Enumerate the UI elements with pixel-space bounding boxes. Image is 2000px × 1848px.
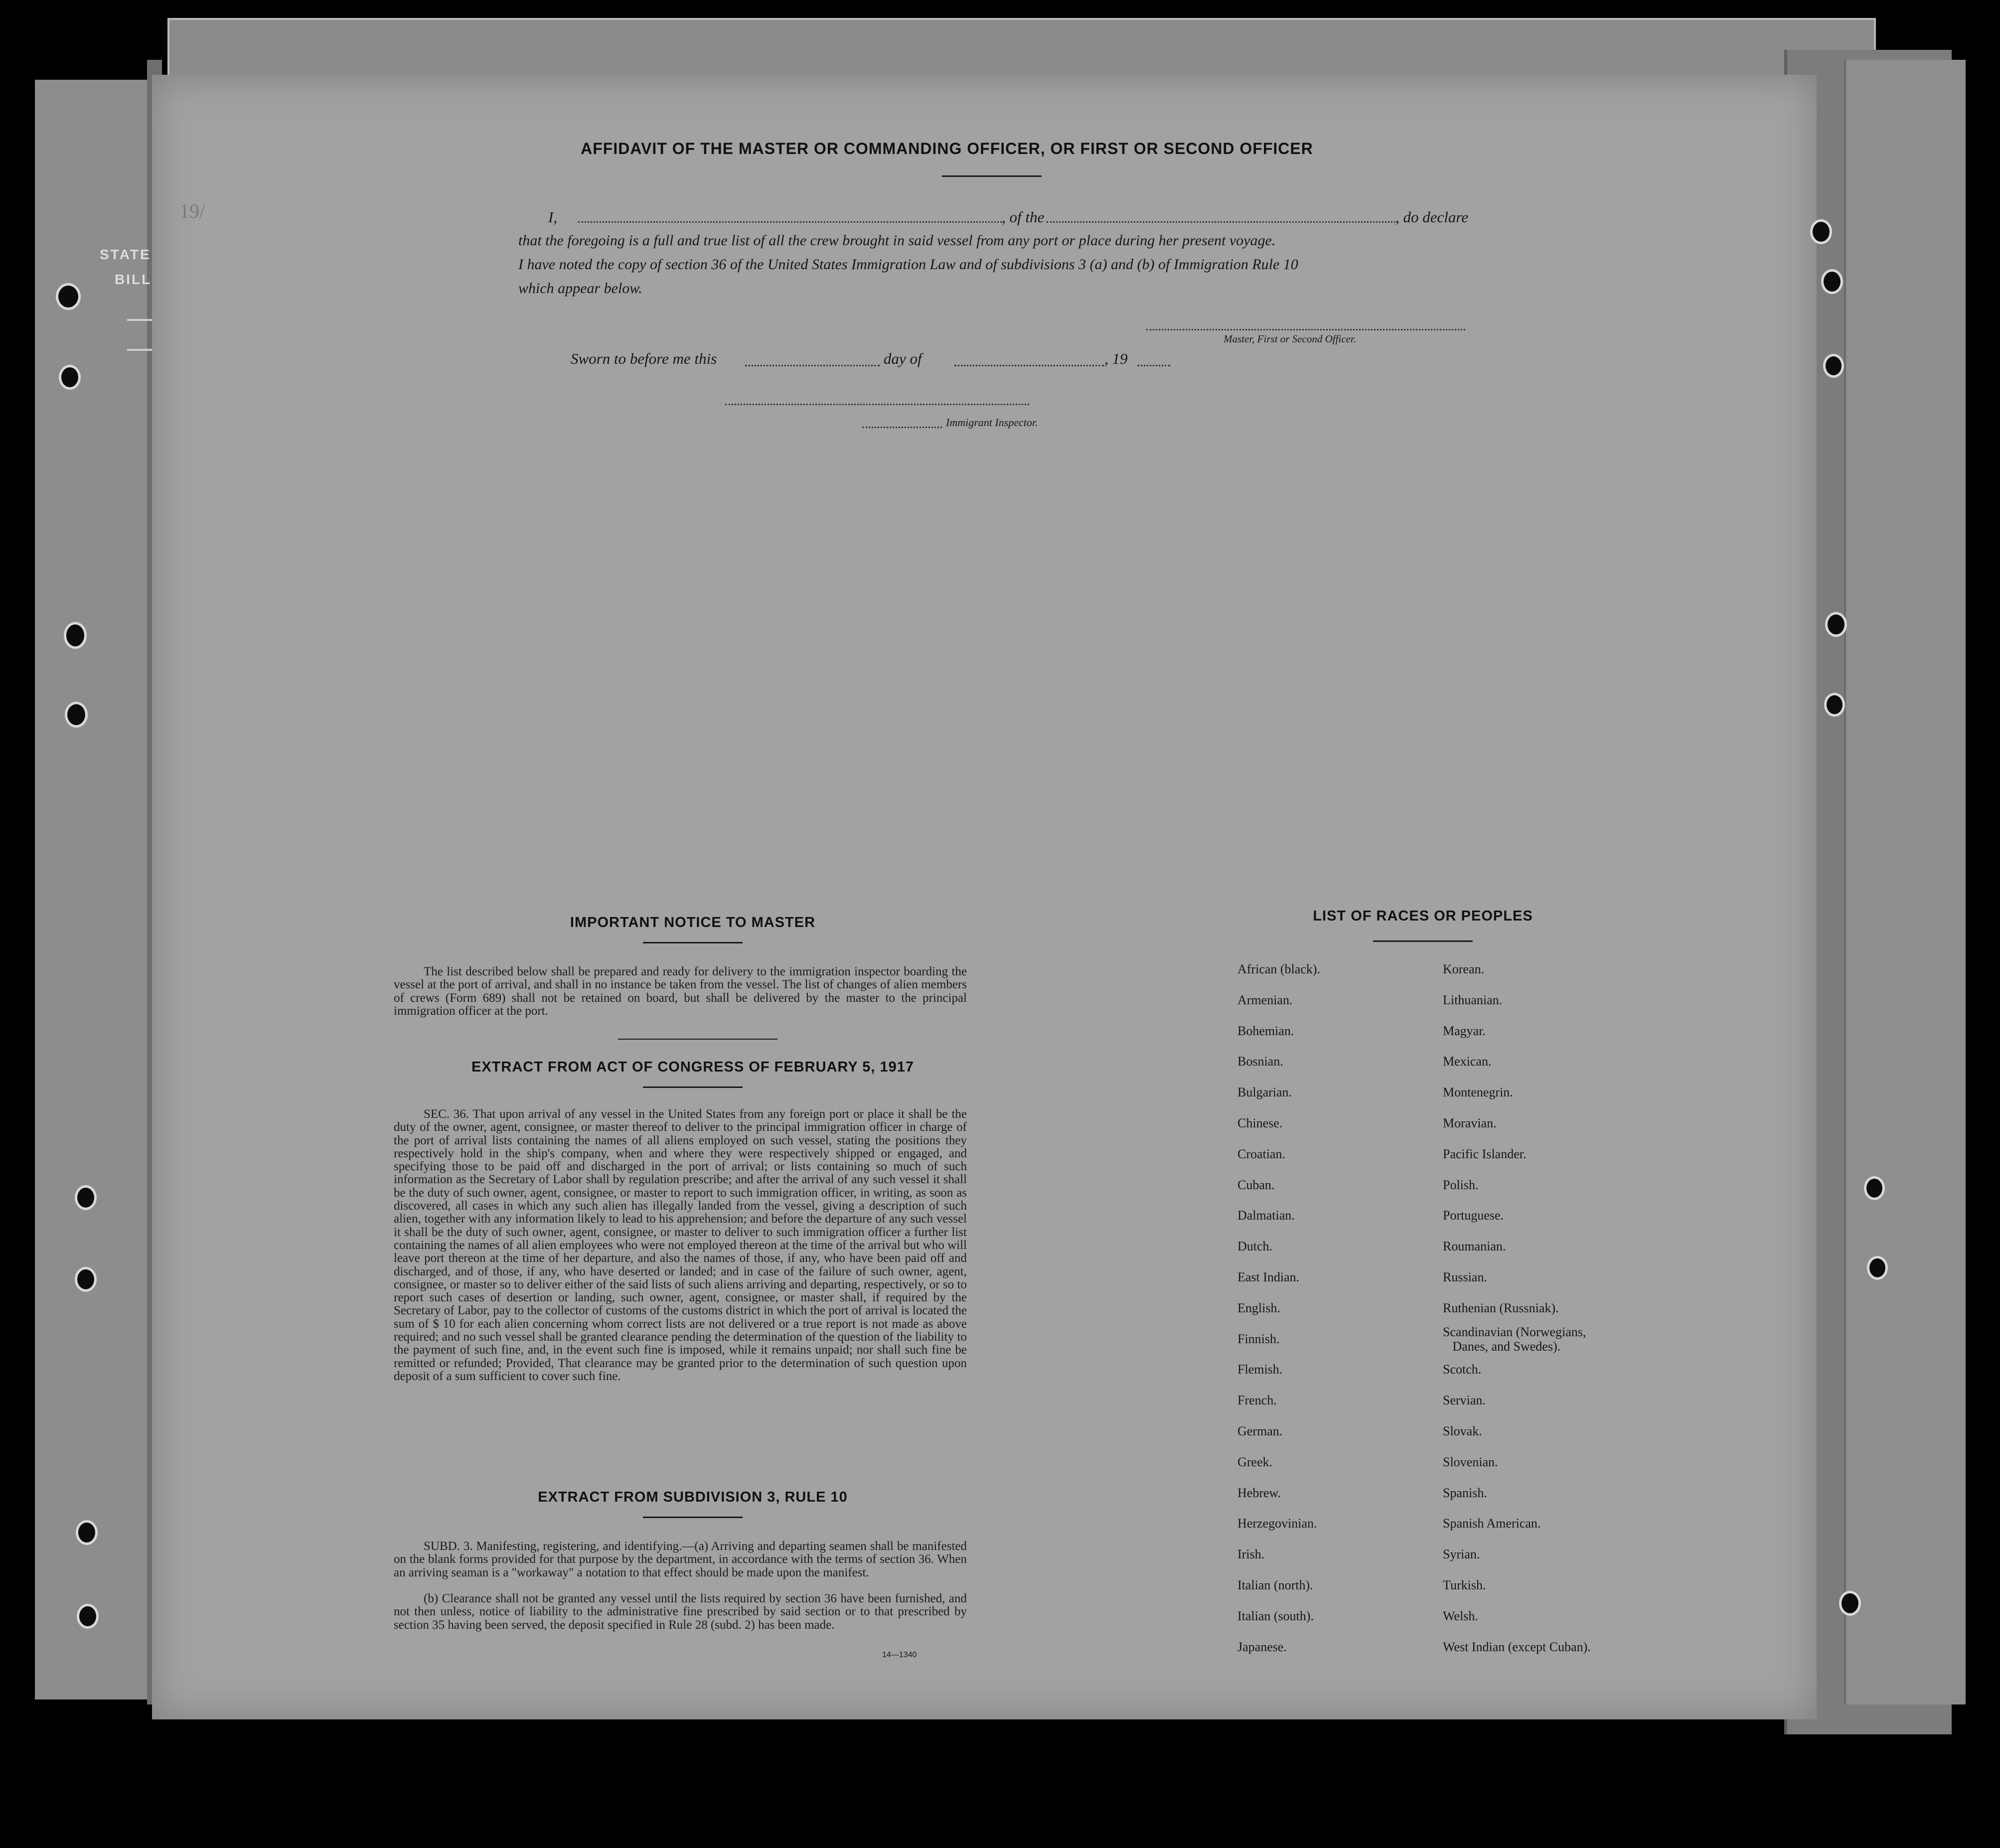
- binder-hole: [1839, 1591, 1861, 1616]
- race-item: Russian.: [1443, 1269, 1487, 1284]
- name-field[interactable]: [578, 221, 1002, 223]
- binder-hole: [1821, 269, 1843, 294]
- race-item: Slovak.: [1443, 1423, 1482, 1438]
- sworn-text: Sworn to before me this: [571, 350, 717, 367]
- affidavit-of-the: , of the: [1002, 208, 1045, 226]
- race-item: Servian.: [1443, 1393, 1486, 1408]
- vessel-field[interactable]: [1047, 221, 1395, 223]
- race-item: Polish.: [1443, 1177, 1479, 1192]
- race-item: Croatian.: [1237, 1146, 1286, 1161]
- affidavit-line: I have noted the copy of section 36 of the United States Immigration Law and of subdivisions 3 (a) and (b) of Immigration Rule 10: [518, 256, 1298, 273]
- race-item: Slovenian.: [1443, 1454, 1498, 1469]
- affidavit-title: AFFIDAVIT OF THE MASTER OR COMMANDING OFFICER, OR FIRST OR SECOND OFFICER: [581, 140, 1313, 157]
- race-item: Cuban.: [1237, 1177, 1275, 1192]
- race-item: Flemish.: [1237, 1362, 1283, 1377]
- race-item: Italian (north).: [1237, 1577, 1313, 1592]
- race-item: Spanish American.: [1443, 1516, 1541, 1531]
- binder-hole: [65, 702, 88, 728]
- race-item: Pacific Islander.: [1443, 1146, 1527, 1161]
- rule-title: EXTRACT FROM SUBDIVISION 3, RULE 10: [538, 1489, 848, 1505]
- races-rule: [1373, 940, 1473, 942]
- binder-hole: [59, 365, 81, 390]
- race-item: Korean.: [1443, 962, 1485, 976]
- inspector-label: Immigrant Inspector.: [946, 416, 1038, 429]
- race-item: English.: [1237, 1300, 1280, 1315]
- binder-hole: [1825, 612, 1847, 637]
- race-item: Turkish.: [1443, 1577, 1486, 1592]
- binder-hole: [1864, 1176, 1885, 1200]
- races-title: LIST OF RACES OR PEOPLES: [1313, 908, 1533, 924]
- affidavit-line: which appear below.: [518, 280, 642, 297]
- inspector-line-2: [862, 427, 942, 428]
- day-field[interactable]: [745, 365, 880, 366]
- race-item: Magyar.: [1443, 1023, 1486, 1038]
- binder-hole: [1824, 693, 1845, 717]
- year-text: , 19: [1104, 350, 1128, 367]
- binder-hole: [76, 1520, 98, 1545]
- act-title: EXTRACT FROM ACT OF CONGRESS OF FEBRUARY 5, 1917: [471, 1059, 915, 1075]
- race-item: Bosnian.: [1237, 1054, 1283, 1069]
- race-item: Scotch.: [1443, 1362, 1482, 1377]
- notice-text: The list described below shall be prepared and ready for delivery to the immigration inspector boarding the vessel at the port of arrival, and shall in no instance be taken from the vessel. The list of changes of alien members of crews (Form 689) shall not be retained on board, but shall be delivered by the master to the principal immigration officer at the port.: [394, 965, 967, 1018]
- section-rule: [618, 1039, 777, 1040]
- race-item: Lithuanian.: [1443, 992, 1503, 1007]
- binder-hole: [64, 622, 87, 649]
- affidavit-declare: , do declare: [1395, 208, 1469, 226]
- rule-rule: [643, 1517, 743, 1518]
- race-item: East Indian.: [1237, 1269, 1300, 1284]
- rule-subd-a: SUBD. 3. Manifesting, registering, and identifying.—(a) Arriving and departing seamen shall be manifested on the blank forms provided for that purpose by the department, in accordance with the terms of section 36. When an arriving seaman is a "workaway" a notation to that effect should be made upon the manifest.: [394, 1540, 967, 1579]
- race-item: Montenegrin.: [1443, 1085, 1513, 1100]
- affidavit-line: that the foregoing is a full and true list of all the crew brought in said vessel from any port or place during her present voyage.: [518, 232, 1276, 249]
- race-item: Chinese.: [1237, 1115, 1283, 1130]
- underlying-sheet-right-2: [1844, 60, 1966, 1704]
- race-item: Ruthenian (Russniak).: [1443, 1300, 1559, 1315]
- race-item: Dutch.: [1237, 1239, 1273, 1254]
- race-item: Moravian.: [1443, 1115, 1497, 1130]
- races-column-2: [1443, 954, 1672, 1662]
- rule-subd-b: (b) Clearance shall not be granted any vessel until the lists required by section 36 have been furnished, and not then unless, notice of liability to the administrative fine prescribed by said section or to that prescribed by section 35 having been served, the deposit specified in Rule 28 (subd. 2) has been made.: [394, 1592, 967, 1632]
- handwritten-mark: 19/: [179, 200, 205, 222]
- binder-hole: [1867, 1256, 1888, 1280]
- inspector-line[interactable]: [725, 404, 1029, 405]
- left-fragment-rule: [127, 319, 152, 321]
- race-item: Hebrew.: [1237, 1485, 1281, 1500]
- title-rule: [942, 175, 1042, 177]
- left-fragment-text: BILL: [115, 272, 152, 287]
- race-item: Bohemian.: [1237, 1023, 1294, 1038]
- race-item: Spanish.: [1443, 1485, 1487, 1500]
- race-item: Italian (south).: [1237, 1608, 1314, 1623]
- race-item: Finnish.: [1237, 1331, 1280, 1346]
- race-item: West Indian (except Cuban).: [1443, 1639, 1591, 1654]
- year-field[interactable]: [1137, 365, 1170, 366]
- binder-hole: [75, 1185, 97, 1210]
- signature-line[interactable]: [1146, 329, 1465, 330]
- left-fragment-text: STATE: [100, 247, 151, 262]
- signature-label: Master, First or Second Officer.: [1224, 333, 1356, 345]
- race-item: Irish.: [1237, 1547, 1265, 1562]
- act-rule: [643, 1086, 743, 1088]
- notice-rule: [643, 942, 743, 943]
- left-fragment-rule: [127, 349, 152, 351]
- affidavit-i: I,: [548, 208, 558, 226]
- binder-hole: [1823, 354, 1844, 378]
- binder-hole: [1810, 219, 1832, 244]
- notice-title: IMPORTANT NOTICE TO MASTER: [570, 915, 816, 930]
- race-item: Mexican.: [1443, 1054, 1492, 1069]
- race-item: Syrian.: [1443, 1547, 1480, 1562]
- race-item: Armenian.: [1237, 992, 1293, 1007]
- race-item: Portuguese.: [1443, 1208, 1504, 1223]
- race-item: French.: [1237, 1393, 1277, 1408]
- race-item: Japanese.: [1237, 1639, 1287, 1654]
- binder-hole: [77, 1604, 99, 1629]
- day-of-text: day of: [884, 350, 922, 367]
- races-column-1: [1237, 954, 1427, 1662]
- race-item: Scandinavian (Norwegians, Danes, and Swedes).: [1443, 1324, 1586, 1354]
- race-item: Greek.: [1237, 1454, 1273, 1469]
- race-item: German.: [1237, 1423, 1283, 1438]
- race-item: African (black).: [1237, 962, 1321, 976]
- act-text: SEC. 36. That upon arrival of any vessel in the United States from any foreign port or place it shall be the duty of the owner, agent, consignee, or master thereof to deliver to the principal immigration officer in charge of the port of arrival lists containing the names of all aliens employed on such vessel, stating the positions they respectively hold in the ship's company, when and where they were respectively shipped or engaged, and specifying those to be paid off and discharged in the port of arrival; or lists containing so much of such information as the Secretary of Labor shall by regulation prescribe; and after the arrival of any such vessel it shall be the duty of such owner, agent, consignee, or master to report to such immigration officer, in writing, as soon as discovered, all cases in which any such alien has illegally landed from the vessel, giving a description of such alien, together with any information likely to lead to his apprehension; and before the departure of any such vessel it shall be the duty of such owner, agent, consignee, or master to deliver to such immigration officer a further list containing the names of all alien employees who were not employed thereon at the time of the arrival but who will leave port thereon at the time of her departure, and also the names of those, if any, who have been paid off and discharged, and of those, if any, who have deserted or landed; and in case of the failure of such owner, agent, consignee, or master so to deliver either of the said lists of such aliens arriving and departing, respectively, or so to report such cases of desertion or landing, such owner, agent, consignee, or master shall, if required by the Secretary of Labor, pay to the collector of customs of the customs district in which the port of arrival is located the sum of $ 10 for each alien concerning whom correct lists are not delivered or a true report is not made as above required; and no such vessel shall be granted clearance pending the determination of the question of the liability to the payment of such fine, and, in the event such fine is imposed, while it remains unpaid; nor shall such fine be remitted or refunded; Provided, That clearance may be granted prior to the determination of such question upon deposit of a sum sufficient to cover such fine.: [394, 1107, 967, 1383]
- race-item: Bulgarian.: [1237, 1085, 1292, 1100]
- race-item: Dalmatian.: [1237, 1208, 1295, 1223]
- race-item: Herzegovinian.: [1237, 1516, 1317, 1531]
- race-item: Welsh.: [1443, 1608, 1478, 1623]
- race-item: Roumanian.: [1443, 1239, 1506, 1254]
- binder-hole: [75, 1267, 97, 1292]
- binder-hole: [56, 283, 81, 310]
- form-number: 14—1340: [882, 1651, 917, 1659]
- month-field[interactable]: [954, 365, 1104, 366]
